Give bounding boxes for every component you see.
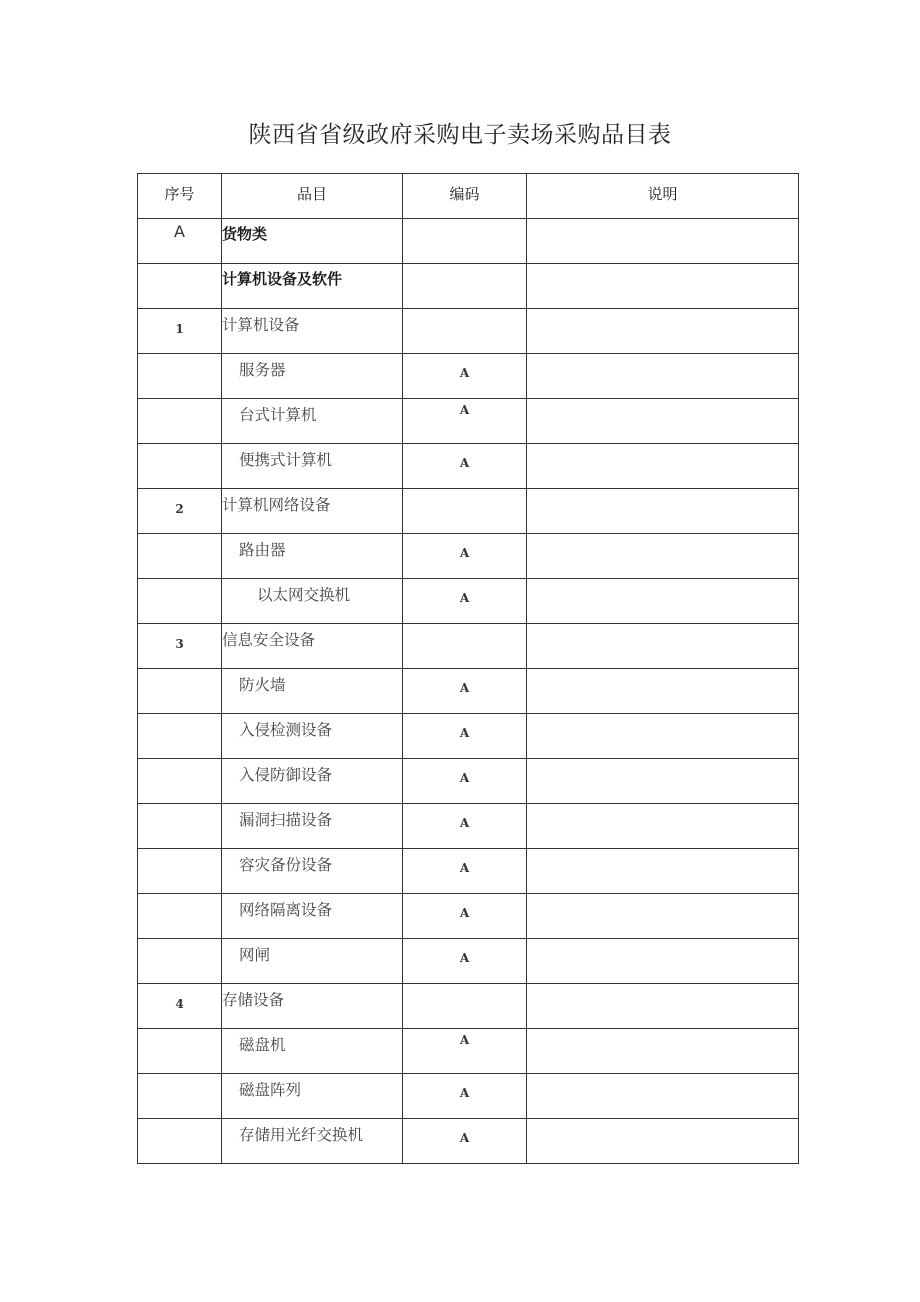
row-item: 入侵检测设备 bbox=[222, 714, 403, 759]
header-item: 品目 bbox=[222, 174, 403, 219]
row-seq: 3 bbox=[138, 624, 222, 669]
row-item: 网闸 bbox=[222, 939, 403, 984]
row-code: A bbox=[403, 534, 527, 579]
row-item: 防火墙 bbox=[222, 669, 403, 714]
row-code: A bbox=[403, 849, 527, 894]
row-seq bbox=[138, 804, 222, 849]
row-desc bbox=[527, 714, 799, 759]
row-desc bbox=[527, 1119, 799, 1164]
row-desc bbox=[527, 399, 799, 444]
row-code: A bbox=[403, 804, 527, 849]
table-row bbox=[138, 1029, 799, 1074]
row-seq: 1 bbox=[138, 309, 222, 354]
row-desc bbox=[527, 489, 799, 534]
row-item: 漏洞扫描设备 bbox=[222, 804, 403, 849]
table-row bbox=[138, 399, 799, 444]
row-seq bbox=[138, 354, 222, 399]
catalog-table bbox=[137, 173, 799, 1164]
row-item: 计算机设备及软件 bbox=[222, 264, 403, 309]
table-row bbox=[138, 849, 799, 894]
row-code: A bbox=[403, 1029, 527, 1074]
row-item: 信息安全设备 bbox=[222, 624, 403, 669]
row-item: 台式计算机 bbox=[222, 399, 403, 444]
table-row bbox=[138, 309, 799, 354]
row-item: 计算机网络设备 bbox=[222, 489, 403, 534]
row-code bbox=[403, 264, 527, 309]
row-item: 磁盘机 bbox=[222, 1029, 403, 1074]
row-seq bbox=[138, 1029, 222, 1074]
row-item: 服务器 bbox=[222, 354, 403, 399]
row-seq bbox=[138, 444, 222, 489]
row-code: A bbox=[403, 354, 527, 399]
table-row bbox=[138, 579, 799, 624]
row-desc bbox=[527, 264, 799, 309]
row-seq bbox=[138, 759, 222, 804]
row-code: A bbox=[403, 939, 527, 984]
table-row bbox=[138, 219, 799, 264]
row-desc bbox=[527, 534, 799, 579]
row-item: 以太网交换机 bbox=[222, 579, 403, 624]
row-seq bbox=[138, 714, 222, 759]
row-item: 存储设备 bbox=[222, 984, 403, 1029]
row-item: 入侵防御设备 bbox=[222, 759, 403, 804]
row-code: A bbox=[403, 579, 527, 624]
table-row bbox=[138, 894, 799, 939]
row-desc bbox=[527, 984, 799, 1029]
row-code: A bbox=[403, 894, 527, 939]
row-code bbox=[403, 309, 527, 354]
row-item: 网络隔离设备 bbox=[222, 894, 403, 939]
row-item: 磁盘阵列 bbox=[222, 1074, 403, 1119]
row-seq: 2 bbox=[138, 489, 222, 534]
row-seq bbox=[138, 669, 222, 714]
row-seq bbox=[138, 579, 222, 624]
row-item: 容灾备份设备 bbox=[222, 849, 403, 894]
row-seq bbox=[138, 264, 222, 309]
row-code bbox=[403, 489, 527, 534]
table-row bbox=[138, 354, 799, 399]
row-code: A bbox=[403, 1074, 527, 1119]
row-code: A bbox=[403, 714, 527, 759]
row-seq bbox=[138, 399, 222, 444]
row-desc bbox=[527, 624, 799, 669]
row-desc bbox=[527, 894, 799, 939]
table-row bbox=[138, 804, 799, 849]
table-row bbox=[138, 714, 799, 759]
row-desc bbox=[527, 804, 799, 849]
row-code: A bbox=[403, 444, 527, 489]
table-row bbox=[138, 1119, 799, 1164]
table-row bbox=[138, 759, 799, 804]
row-code bbox=[403, 984, 527, 1029]
page-title: 陕西省省级政府采购电子卖场采购品目表 bbox=[248, 122, 672, 148]
row-desc bbox=[527, 354, 799, 399]
row-desc bbox=[527, 1074, 799, 1119]
row-seq bbox=[138, 939, 222, 984]
row-desc bbox=[527, 759, 799, 804]
row-item: 路由器 bbox=[222, 534, 403, 579]
row-seq bbox=[138, 1074, 222, 1119]
row-item: 便携式计算机 bbox=[222, 444, 403, 489]
row-seq bbox=[138, 894, 222, 939]
row-desc bbox=[527, 939, 799, 984]
row-desc bbox=[527, 444, 799, 489]
table-row bbox=[138, 984, 799, 1029]
row-desc bbox=[527, 1029, 799, 1074]
row-desc bbox=[527, 669, 799, 714]
row-code bbox=[403, 624, 527, 669]
row-item: 货物类 bbox=[222, 219, 403, 264]
row-code: A bbox=[403, 759, 527, 804]
header-code: 编码 bbox=[403, 174, 527, 219]
row-code: A bbox=[403, 1119, 527, 1164]
row-item: 存储用光纤交换机 bbox=[222, 1119, 403, 1164]
table-row bbox=[138, 264, 799, 309]
row-desc bbox=[527, 579, 799, 624]
row-seq: A bbox=[138, 219, 222, 264]
row-seq: 4 bbox=[138, 984, 222, 1029]
header-desc: 说明 bbox=[527, 174, 799, 219]
row-item: 计算机设备 bbox=[222, 309, 403, 354]
row-code: A bbox=[403, 399, 527, 444]
table-row bbox=[138, 1074, 799, 1119]
row-seq bbox=[138, 534, 222, 579]
row-code bbox=[403, 219, 527, 264]
row-code: A bbox=[403, 669, 527, 714]
table-row bbox=[138, 939, 799, 984]
table-row bbox=[138, 624, 799, 669]
table-row bbox=[138, 669, 799, 714]
table-header-row bbox=[138, 174, 799, 219]
row-seq bbox=[138, 849, 222, 894]
row-desc bbox=[527, 219, 799, 264]
table-row bbox=[138, 534, 799, 579]
row-seq bbox=[138, 1119, 222, 1164]
header-seq: 序号 bbox=[138, 174, 222, 219]
row-desc bbox=[527, 309, 799, 354]
table-row bbox=[138, 489, 799, 534]
row-desc bbox=[527, 849, 799, 894]
table-row bbox=[138, 444, 799, 489]
